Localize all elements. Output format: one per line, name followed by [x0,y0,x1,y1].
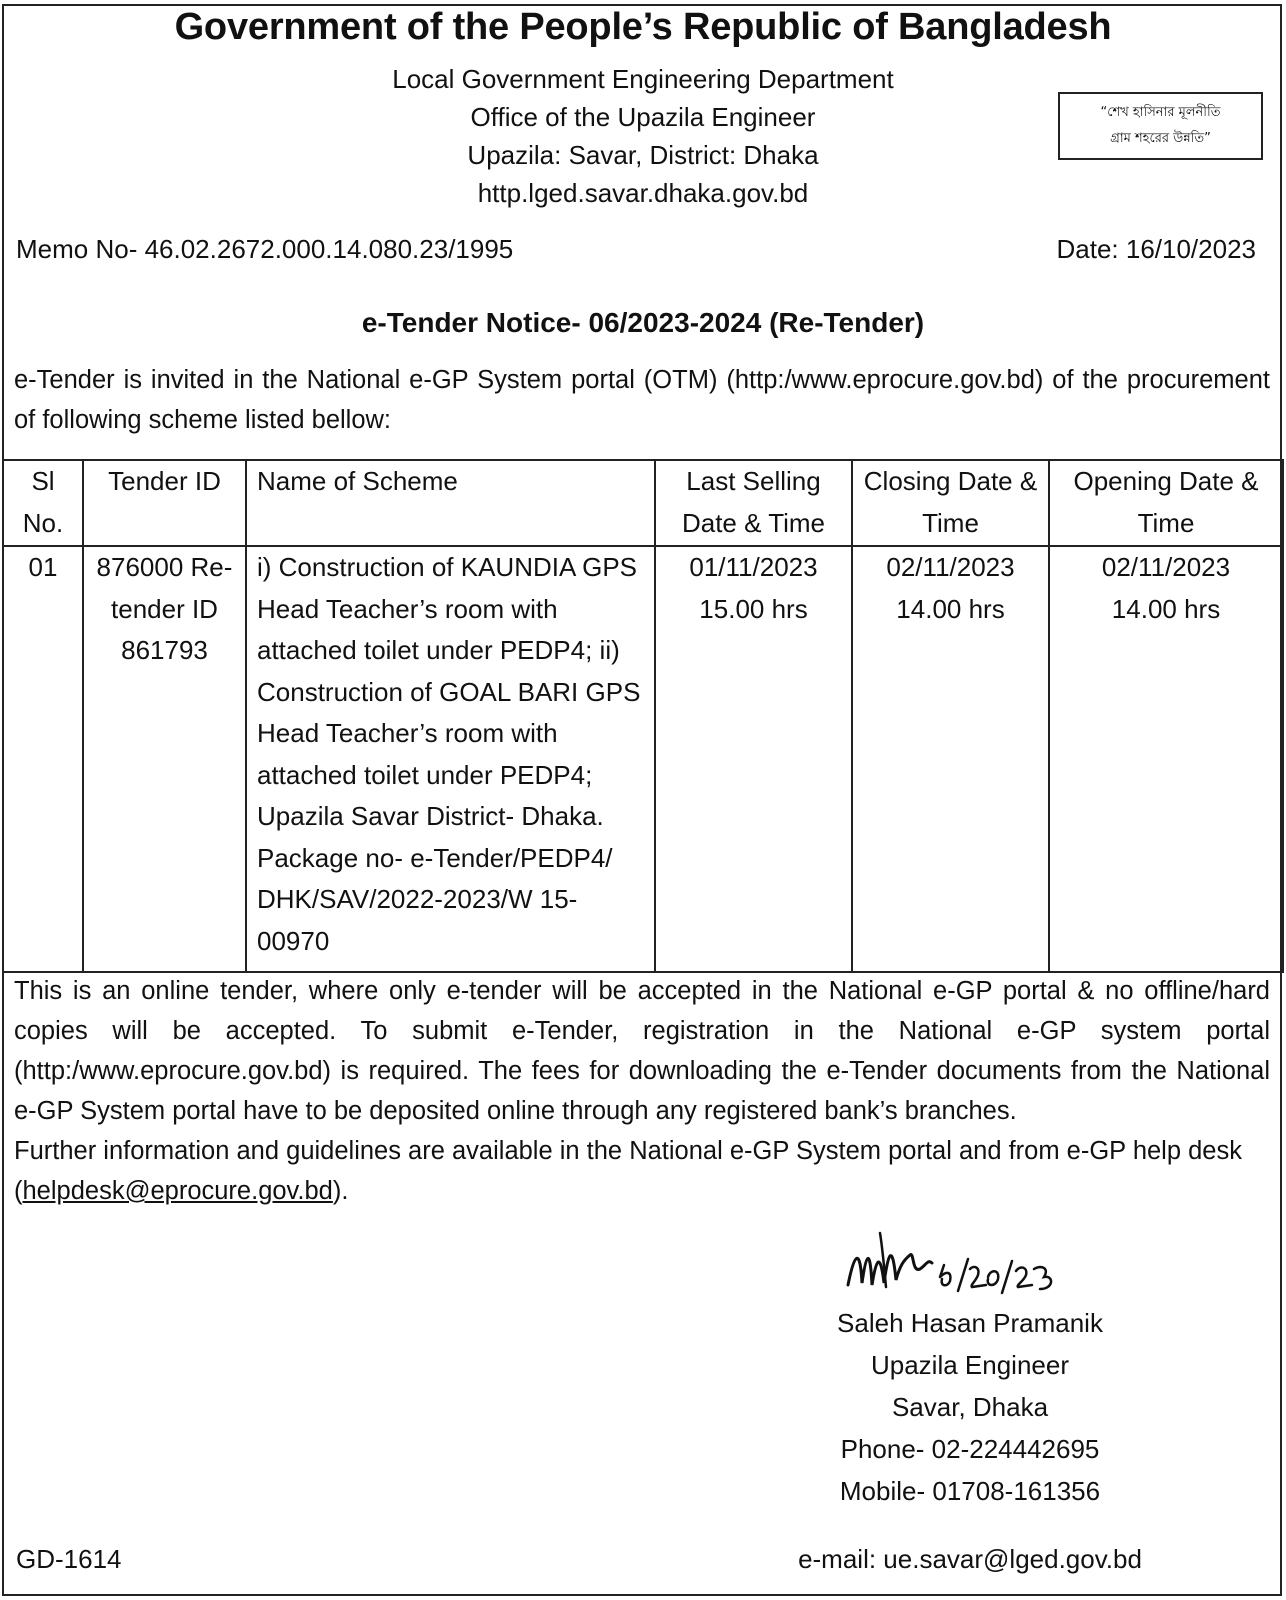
cell-last-selling [655,546,852,972]
helpdesk-email-link[interactable]: helpdesk@eprocure.gov.bd [22,1177,333,1205]
tender-table [2,459,1284,973]
header-opening: Opening Date & Time [1049,460,1283,546]
signatory-mobile: Mobile- 01708-161356 [839,1476,1101,1506]
closing-date: 02/11/2023 [886,552,1015,582]
signatory-name: Saleh Hasan Pramanik [837,1308,1103,1338]
info-paragraph [14,1131,1270,1211]
memo-number: Memo No- 46.02.2672.000.14.080.23/1995 [16,234,514,264]
header-tender-id: Tender ID [83,460,246,546]
office-name: Office of the Upazila Engineer [470,102,816,132]
department-name: Local Government Engineering Department [392,64,894,94]
opening-date: 02/11/2023 [1101,552,1231,582]
terms-paragraph: This is an online tender, where only e-tender will be accepted in the National e-GP portal & no offline/hard copies will be accepted. To submit e-Tender, registration in the National e-GP system portal (http:/www.eprocure.gov.bd) is required. The fees for downloading the e-Tender documents from the National e-GP System portal have to be deposited online through any registered bank’s branches. [14,977,1270,1125]
last-selling-date: 01/11/2023 [689,552,818,582]
cell-closing [852,546,1049,972]
opening-time: 14.00 hrs [1111,593,1221,624]
signatory-designation: Upazila Engineer [870,1350,1069,1380]
government-title: Government of the People’s Republic of Bangladesh [174,6,1112,48]
signatory-place: Savar, Dhaka [891,1392,1049,1422]
intro-paragraph: e-Tender is invited in the National e-GP System portal (OTM) (http:/www.eprocure.gov.bd) of the procurement of following scheme listed bellow: [14,366,1270,434]
motto-line-1: “শেখ হাসিনার মূলনীতি [1100,105,1221,120]
cell-sl: 01 [3,546,83,972]
header-last-selling: Last Selling Date & Time [655,460,852,546]
signatory-phone: Phone- 02-224442695 [840,1434,1100,1464]
motto-line-2: গ্রাম শহরের উন্নতি” [1110,131,1211,146]
cell-scheme: i) Construction of KAUNDIA GPS Head Teacher’s room with attached toilet under PEDP4; ii) Construction of GOAL BARI GPS Head Teacher’s room with attached toilet under PEDP4; Upazila Savar District- Dhaka. Package no- e-Tender/PEDP4/ DHK/SAV/2022-2023/W 15-00970 [246,546,655,972]
header-closing: Closing Date & Time [852,460,1049,546]
last-selling-time: 15.00 hrs [699,593,808,624]
table-header-row [3,460,1283,546]
header-scheme: Name of Scheme [246,460,655,546]
notice-title: e-Tender Notice- 06/2023-2024 (Re-Tender) [361,307,925,338]
office-website: http.lged.savar.dhaka.gov.bd [477,178,809,208]
signature-icon [840,1225,1070,1315]
memo-date: Date: 16/10/2023 [1056,234,1256,264]
closing-time: 14.00 hrs [896,593,1005,624]
footer-code: GD-1614 [16,1544,122,1574]
info-prefix: Further information and guidelines are available in the National e-GP System portal and from e-GP help desk ( [14,1137,1242,1205]
cell-opening [1049,546,1283,972]
office-location: Upazila: Savar, District: Dhaka [467,140,819,170]
header-sl: Sl No. [3,460,83,546]
signatory-email[interactable]: e-mail: ue.savar@lged.gov.bd [798,1544,1142,1574]
motto-box [1058,92,1263,160]
info-suffix: ). [332,1177,349,1205]
cell-tender-id: 876000 Re-tender ID 861793 [83,546,246,972]
table-row [3,546,1283,972]
